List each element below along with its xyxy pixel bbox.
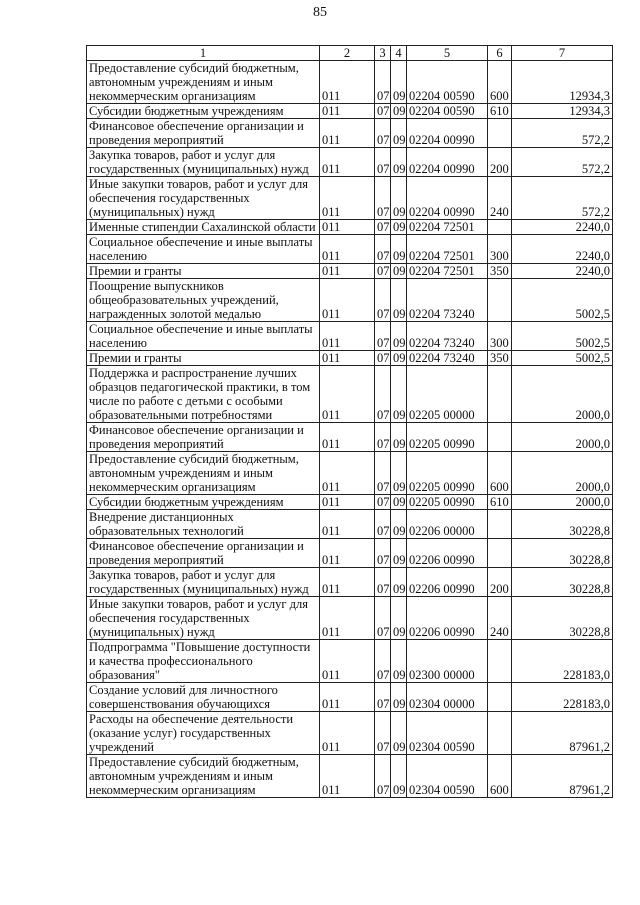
- row-subsection: 09: [391, 452, 407, 495]
- row-admin-code: 011: [320, 510, 375, 539]
- row-section: 07: [375, 119, 391, 148]
- table-row: [87, 279, 613, 322]
- row-section: 07: [375, 510, 391, 539]
- row-admin-code: 011: [320, 712, 375, 755]
- row-section: 07: [375, 640, 391, 683]
- row-target-code: 02204 72501: [407, 220, 488, 235]
- row-section: 07: [375, 322, 391, 351]
- row-amount: 12934,3: [512, 61, 613, 104]
- row-expense-type: 600: [488, 61, 512, 104]
- column-header: 5: [407, 46, 488, 61]
- row-name: Закупка товаров, работ и услуг для государственных (муниципальных) нужд: [87, 148, 320, 177]
- row-subsection: 09: [391, 264, 407, 279]
- row-section: 07: [375, 712, 391, 755]
- table-row: [87, 322, 613, 351]
- row-section: 07: [375, 220, 391, 235]
- table-row: [87, 366, 613, 423]
- row-name: Предоставление субсидий бюджетным, автономным учреждениям и иным некоммерческим организациям: [87, 452, 320, 495]
- row-expense-type: [488, 220, 512, 235]
- row-amount: 30228,8: [512, 539, 613, 568]
- table-row: [87, 597, 613, 640]
- row-name: Финансовое обеспечение организации и проведения мероприятий: [87, 539, 320, 568]
- row-expense-type: 610: [488, 495, 512, 510]
- row-amount: 2240,0: [512, 235, 613, 264]
- row-amount: 12934,3: [512, 104, 613, 119]
- row-admin-code: 011: [320, 640, 375, 683]
- row-target-code: 02204 73240: [407, 322, 488, 351]
- column-header: 3: [375, 46, 391, 61]
- row-target-code: 02204 73240: [407, 279, 488, 322]
- row-expense-type: 240: [488, 177, 512, 220]
- row-name: Закупка товаров, работ и услуг для государственных (муниципальных) нужд: [87, 568, 320, 597]
- row-admin-code: 011: [320, 683, 375, 712]
- row-name: Иные закупки товаров, работ и услуг для обеспечения государственных (муниципальных) нужд: [87, 177, 320, 220]
- row-name: Финансовое обеспечение организации и проведения мероприятий: [87, 423, 320, 452]
- row-name: Поощрение выпускников общеобразовательных учреждений, награжденных золотой медалью: [87, 279, 320, 322]
- row-target-code: 02204 00990: [407, 119, 488, 148]
- row-target-code: 02204 00990: [407, 148, 488, 177]
- table-row: [87, 148, 613, 177]
- table-row: [87, 61, 613, 104]
- row-subsection: 09: [391, 220, 407, 235]
- row-name: Премии и гранты: [87, 264, 320, 279]
- row-expense-type: [488, 510, 512, 539]
- row-section: 07: [375, 539, 391, 568]
- row-target-code: 02205 00990: [407, 423, 488, 452]
- row-expense-type: 600: [488, 452, 512, 495]
- table-row: [87, 351, 613, 366]
- row-name: Иные закупки товаров, работ и услуг для обеспечения государственных (муниципальных) нужд: [87, 597, 320, 640]
- row-target-code: 02205 00990: [407, 495, 488, 510]
- row-expense-type: [488, 683, 512, 712]
- row-subsection: 09: [391, 119, 407, 148]
- row-name: Субсидии бюджетным учреждениям: [87, 104, 320, 119]
- row-name: Подпрограмма "Повышение доступности и качества профессионального образования": [87, 640, 320, 683]
- table-row: [87, 423, 613, 452]
- row-target-code: 02304 00000: [407, 683, 488, 712]
- row-name: Именные стипендии Сахалинской области: [87, 220, 320, 235]
- row-amount: 5002,5: [512, 351, 613, 366]
- row-section: 07: [375, 452, 391, 495]
- row-expense-type: 610: [488, 104, 512, 119]
- row-name: Финансовое обеспечение организации и проведения мероприятий: [87, 119, 320, 148]
- row-expense-type: [488, 640, 512, 683]
- row-target-code: 02205 00000: [407, 366, 488, 423]
- row-subsection: 09: [391, 755, 407, 798]
- table-row: [87, 755, 613, 798]
- row-target-code: 02204 72501: [407, 235, 488, 264]
- column-header: 4: [391, 46, 407, 61]
- row-section: 07: [375, 597, 391, 640]
- row-expense-type: 300: [488, 235, 512, 264]
- row-admin-code: 011: [320, 235, 375, 264]
- table-row: [87, 452, 613, 495]
- row-expense-type: 240: [488, 597, 512, 640]
- row-name: Предоставление субсидий бюджетным, автономным учреждениям и иным некоммерческим организациям: [87, 755, 320, 798]
- row-name: Внедрение дистанционных образовательных технологий: [87, 510, 320, 539]
- row-admin-code: 011: [320, 755, 375, 798]
- row-subsection: 09: [391, 366, 407, 423]
- table-row: [87, 104, 613, 119]
- row-amount: 2000,0: [512, 495, 613, 510]
- row-target-code: 02204 00590: [407, 104, 488, 119]
- row-amount: 30228,8: [512, 568, 613, 597]
- row-expense-type: [488, 279, 512, 322]
- row-target-code: 02204 00590: [407, 61, 488, 104]
- table-row: [87, 568, 613, 597]
- row-name: Премии и гранты: [87, 351, 320, 366]
- row-subsection: 09: [391, 597, 407, 640]
- row-subsection: 09: [391, 539, 407, 568]
- row-subsection: 09: [391, 510, 407, 539]
- row-expense-type: [488, 712, 512, 755]
- row-name: Создание условий для личностного совершенствования обучающихся: [87, 683, 320, 712]
- table-header-row: [87, 46, 613, 61]
- row-target-code: 02204 73240: [407, 351, 488, 366]
- row-amount: 572,2: [512, 148, 613, 177]
- table-row: [87, 495, 613, 510]
- row-subsection: 09: [391, 279, 407, 322]
- row-section: 07: [375, 351, 391, 366]
- row-subsection: 09: [391, 568, 407, 597]
- row-amount: 87961,2: [512, 712, 613, 755]
- row-subsection: 09: [391, 235, 407, 264]
- row-section: 07: [375, 495, 391, 510]
- budget-table: [86, 45, 613, 798]
- row-section: 07: [375, 423, 391, 452]
- row-subsection: 09: [391, 712, 407, 755]
- table-row: [87, 235, 613, 264]
- table-row: [87, 119, 613, 148]
- row-subsection: 09: [391, 351, 407, 366]
- row-section: 07: [375, 279, 391, 322]
- row-amount: 2000,0: [512, 366, 613, 423]
- row-admin-code: 011: [320, 264, 375, 279]
- row-target-code: 02206 00990: [407, 597, 488, 640]
- row-subsection: 09: [391, 61, 407, 104]
- row-amount: 2000,0: [512, 423, 613, 452]
- row-section: 07: [375, 61, 391, 104]
- row-admin-code: 011: [320, 177, 375, 220]
- row-expense-type: [488, 539, 512, 568]
- row-admin-code: 011: [320, 452, 375, 495]
- row-target-code: 02300 00000: [407, 640, 488, 683]
- row-admin-code: 011: [320, 322, 375, 351]
- row-amount: 2240,0: [512, 264, 613, 279]
- row-expense-type: 200: [488, 148, 512, 177]
- row-subsection: 09: [391, 104, 407, 119]
- row-name: Субсидии бюджетным учреждениям: [87, 495, 320, 510]
- row-amount: 5002,5: [512, 322, 613, 351]
- row-section: 07: [375, 264, 391, 279]
- row-name: Социальное обеспечение и иные выплаты населению: [87, 322, 320, 351]
- row-admin-code: 011: [320, 61, 375, 104]
- row-amount: 228183,0: [512, 640, 613, 683]
- row-target-code: 02206 00990: [407, 539, 488, 568]
- row-expense-type: [488, 423, 512, 452]
- row-expense-type: 300: [488, 322, 512, 351]
- table-row: [87, 177, 613, 220]
- row-section: 07: [375, 568, 391, 597]
- row-target-code: 02206 00990: [407, 568, 488, 597]
- row-target-code: 02206 00000: [407, 510, 488, 539]
- row-subsection: 09: [391, 423, 407, 452]
- row-amount: 572,2: [512, 119, 613, 148]
- row-amount: 87961,2: [512, 755, 613, 798]
- row-subsection: 09: [391, 640, 407, 683]
- row-section: 07: [375, 177, 391, 220]
- row-subsection: 09: [391, 495, 407, 510]
- table-row: [87, 683, 613, 712]
- row-target-code: 02304 00590: [407, 755, 488, 798]
- row-admin-code: 011: [320, 220, 375, 235]
- column-header: 2: [320, 46, 375, 61]
- table-row: [87, 220, 613, 235]
- row-section: 07: [375, 366, 391, 423]
- column-header: 7: [512, 46, 613, 61]
- row-admin-code: 011: [320, 495, 375, 510]
- row-admin-code: 011: [320, 423, 375, 452]
- row-admin-code: 011: [320, 119, 375, 148]
- row-name: Социальное обеспечение и иные выплаты населению: [87, 235, 320, 264]
- row-amount: 30228,8: [512, 510, 613, 539]
- table-row: [87, 712, 613, 755]
- table-row: [87, 264, 613, 279]
- row-admin-code: 011: [320, 539, 375, 568]
- row-expense-type: [488, 366, 512, 423]
- row-section: 07: [375, 683, 391, 712]
- row-admin-code: 011: [320, 568, 375, 597]
- row-expense-type: 600: [488, 755, 512, 798]
- column-header: 1: [87, 46, 320, 61]
- row-expense-type: 200: [488, 568, 512, 597]
- row-expense-type: [488, 119, 512, 148]
- row-target-code: 02204 72501: [407, 264, 488, 279]
- table-row: [87, 640, 613, 683]
- row-admin-code: 011: [320, 148, 375, 177]
- row-amount: 30228,8: [512, 597, 613, 640]
- row-admin-code: 011: [320, 366, 375, 423]
- row-amount: 228183,0: [512, 683, 613, 712]
- row-section: 07: [375, 755, 391, 798]
- row-target-code: 02205 00990: [407, 452, 488, 495]
- row-name: Поддержка и распространение лучших образцов педагогической практики, в том числе по работе с детьми с особыми образовательными потребностями: [87, 366, 320, 423]
- row-admin-code: 011: [320, 351, 375, 366]
- row-expense-type: 350: [488, 264, 512, 279]
- table-body: [87, 61, 613, 798]
- row-amount: 2000,0: [512, 452, 613, 495]
- row-name: Предоставление субсидий бюджетным, автономным учреждениям и иным некоммерческим организациям: [87, 61, 320, 104]
- row-target-code: 02204 00990: [407, 177, 488, 220]
- page-number: 85: [313, 5, 327, 20]
- row-amount: 2240,0: [512, 220, 613, 235]
- row-target-code: 02304 00590: [407, 712, 488, 755]
- table-row: [87, 510, 613, 539]
- row-amount: 5002,5: [512, 279, 613, 322]
- column-header: 6: [488, 46, 512, 61]
- row-amount: 572,2: [512, 177, 613, 220]
- table-row: [87, 539, 613, 568]
- row-admin-code: 011: [320, 597, 375, 640]
- row-subsection: 09: [391, 148, 407, 177]
- row-expense-type: 350: [488, 351, 512, 366]
- row-section: 07: [375, 235, 391, 264]
- row-section: 07: [375, 148, 391, 177]
- row-name: Расходы на обеспечение деятельности (оказание услуг) государственных учреждений: [87, 712, 320, 755]
- row-section: 07: [375, 104, 391, 119]
- row-subsection: 09: [391, 322, 407, 351]
- row-subsection: 09: [391, 683, 407, 712]
- row-admin-code: 011: [320, 104, 375, 119]
- row-subsection: 09: [391, 177, 407, 220]
- row-admin-code: 011: [320, 279, 375, 322]
